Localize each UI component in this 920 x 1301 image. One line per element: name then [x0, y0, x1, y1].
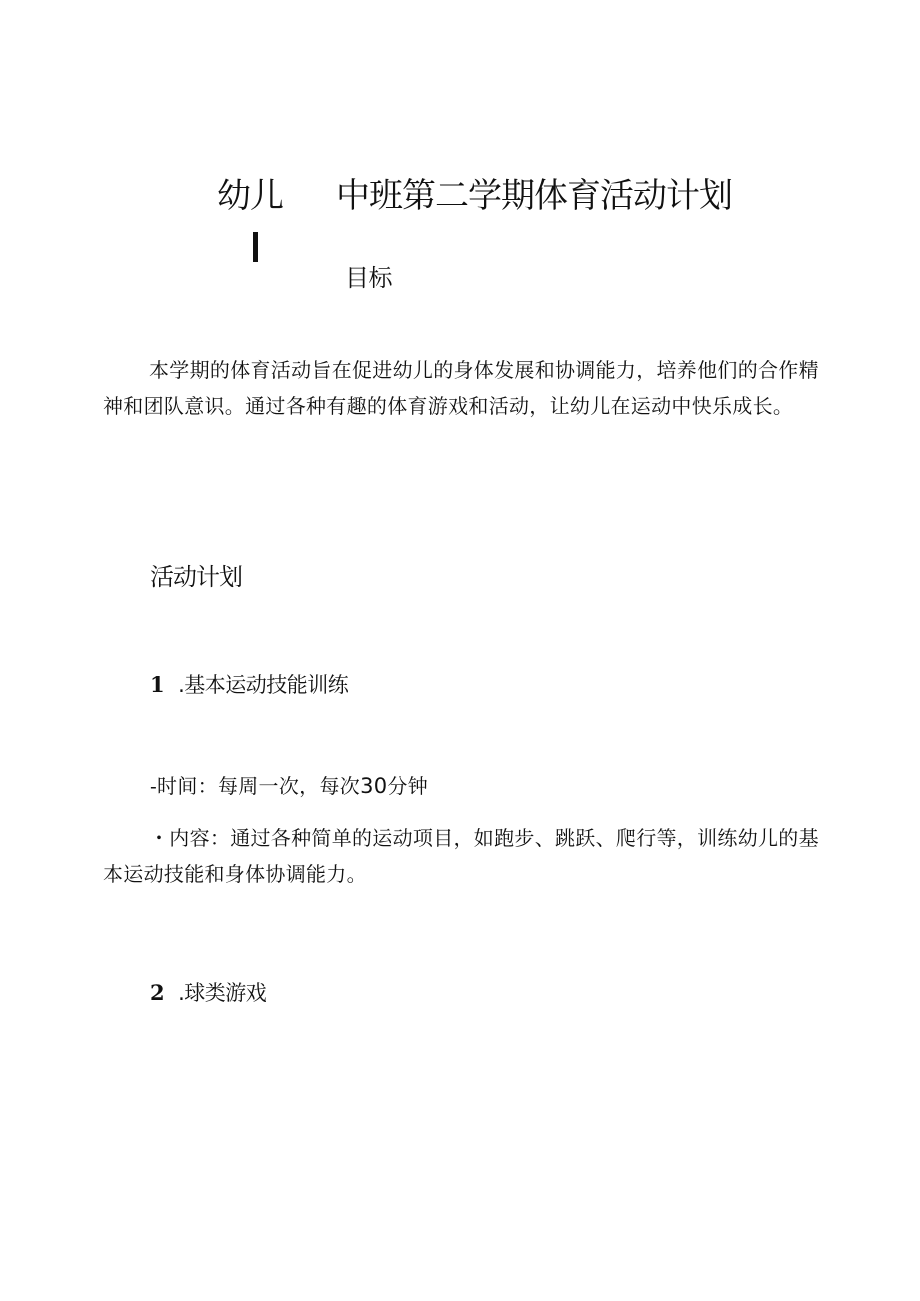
item-1-content: ・内容：通过各种简单的运动项目，如跑步、跳跃、爬行等，训练幼儿的基本运动技能和身体协调能力。	[103, 826, 819, 886]
section-title-activity-plan: 活动计划	[150, 563, 242, 591]
item-1-time-prefix: -时间：每周一次，每次	[150, 774, 361, 798]
item-1-title: .基本运动技能训练	[178, 673, 349, 697]
title-left-fragment: 幼儿	[217, 176, 283, 216]
item-2-heading	[150, 978, 266, 1008]
item-2-number: 2	[150, 980, 165, 1005]
subtitle-goal: 目标	[345, 264, 392, 292]
item-1-number: 1	[150, 672, 165, 697]
item-1-time-number: 30	[360, 774, 388, 798]
page-title: 中班第二学期体育活动计划	[336, 176, 732, 216]
intro-paragraph: 本学期的体育活动旨在促进幼儿的身体发展和协调能力，培养他们的合作精神和团队意识。通过各种有趣的体育游戏和活动，让幼儿在运动中快乐成长。	[103, 358, 819, 418]
item-1-heading	[150, 670, 348, 700]
item-1-time-suffix: 分钟	[387, 774, 428, 798]
item-2-title: .球类游戏	[178, 981, 267, 1005]
title-bar-mark	[253, 232, 258, 262]
item-1-time	[150, 771, 428, 801]
